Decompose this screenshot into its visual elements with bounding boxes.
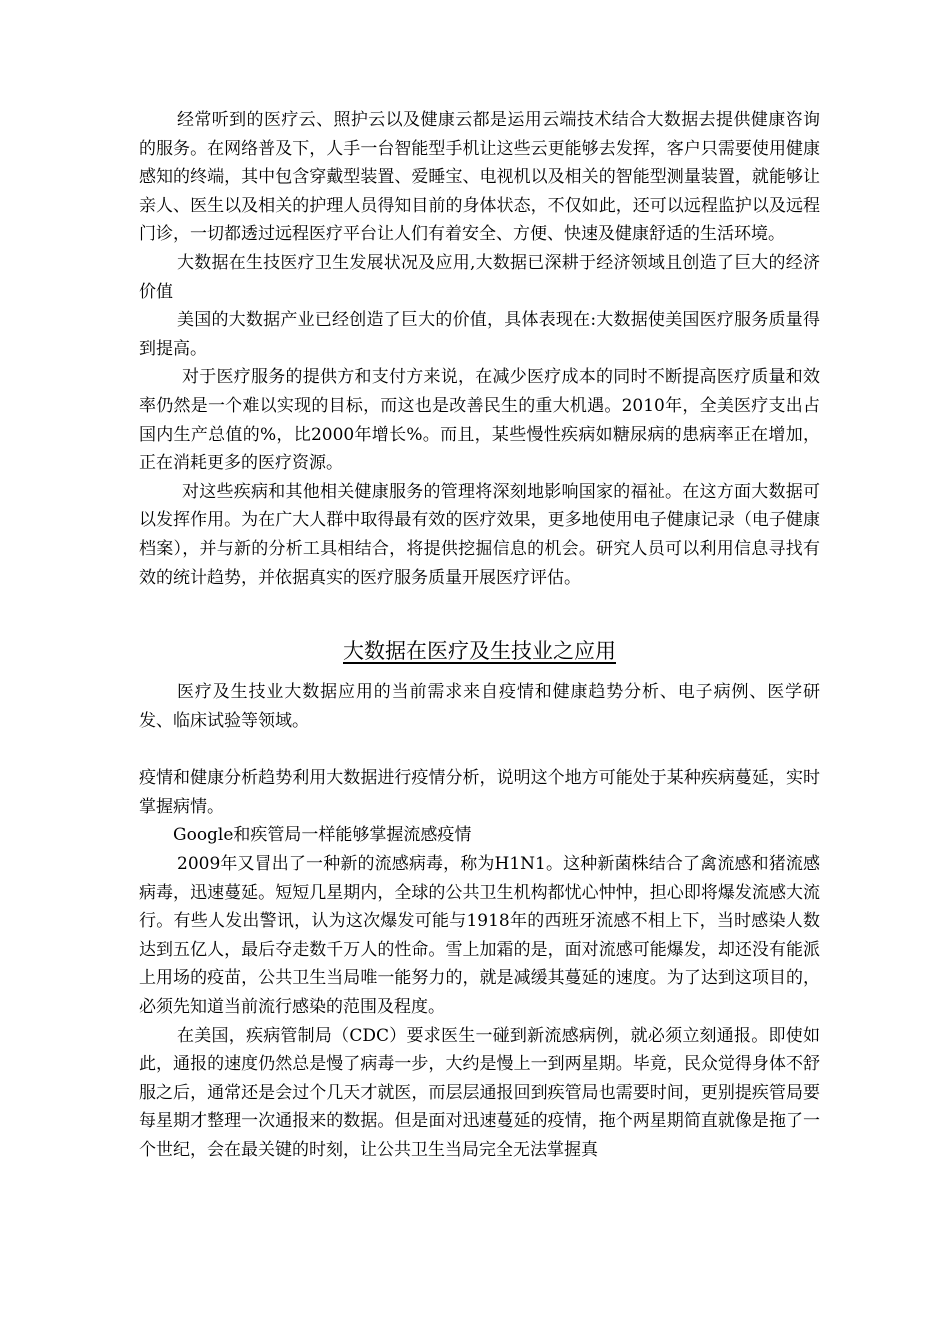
- paragraph-spacer: [139, 735, 820, 764]
- paragraph-us-bigdata-value: 美国的大数据产业已经创造了巨大的价值，具体表现在:大数据使美国医疗服务质量得到提高。: [139, 310, 820, 359]
- paragraph-bigdata-development: 大数据在生技医疗卫生发展状况及应用,大数据已深耕于经济领域且创造了巨大的经济价值: [139, 252, 820, 302]
- paragraph-google-flu: Google和疾管局一样能够掌握流感疫情: [173, 825, 472, 846]
- paragraph-medical-cost: 对于医疗服务的提供方和支付方来说，在减少医疗成本的同时不断提高医疗质量和效率仍然是一个难以实现的目标，而这也是改善民生的重大机遇。2010年，全美医疗支出占国内生产总值的%，比2000年增长%。而且，某些慢性疾病如糖尿病的患病率正在增加，正在消耗更多的医疗资源。: [139, 367, 820, 474]
- section-title: 大数据在医疗及生技业之应用: [343, 639, 616, 664]
- paragraph-demand-fields: 医疗及生技业大数据应用的当前需求来自疫情和健康趋势分析、电子病例、医学研发、临床试验等领域。: [139, 682, 820, 731]
- paragraph-cdc-reporting: 在美国，疾病管制局（CDC）要求医生一碰到新流感病例，就必须立刻通报。即使如此，通报的速度仍然总是慢了病毒一步，大约是慢上一到两星期。毕竟，民众觉得身体不舒服之后，通常还是会过个几天才就医，而层层通报回到疾管局也需要时间，更别提疾管局要每星期才整理一次通报来的数据。但是面对迅速蔓延的疫情，拖个两星期简直就像是拖了一个世纪，会在最关键的时刻，让公共卫生当局完全无法掌握真: [139, 1025, 820, 1160]
- paragraph-health-cloud: 经常听到的医疗云、照护云以及健康云都是运用云端技术结合大数据去提供健康咨询的服务。在网络普及下，人手一台智能型手机让这些云更能够去发挥，客户只需要使用健康感知的终端，其中包含穿戴型装置、爱睡宝、电视机以及相关的智能型测量装置，就能够让亲人、医生以及相关的护理人员得知目前的身体状态，不仅如此，还可以远程监护以及远程门诊，一切都透过远程医疗平台让人们有着安全、方便、快速及健康舒适的生活环境。: [139, 110, 820, 245]
- paragraph-disease-management: 对这些疾病和其他相关健康服务的管理将深刻地影响国家的福祉。在这方面大数据可以发挥作用。为在广大人群中取得最有效的医疗效果，更多地使用电子健康记录（电子健康档案），并与新的分析工具相结合，将提供挖掘信息的机会。研究人员可以利用信息寻找有效的统计趋势，并依据真实的医疗服务质量开展医疗评估。: [139, 481, 820, 588]
- paragraph-epidemic-analysis: 疫情和健康分析趋势利用大数据进行疫情分析，说明这个地方可能处于某种疾病蔓延，实时掌握病情。: [139, 768, 820, 817]
- paragraph-h1n1: 2009年又冒出了一种新的流感病毒，称为H1N1。这种新菌株结合了禽流感和猪流感病毒，迅速蔓延。短短几星期内，全球的公共卫生机构都忧心忡忡，担心即将爆发流感大流行。有些人发出警讯，认为这次爆发可能与1918年的西班牙流感不相上下，当时感染人数达到五亿人，最后夺走数千万人的性命。雪上加霜的是，面对流感可能爆发，却还没有能派上用场的疫苗，公共卫生当局唯一能努力的，就是减缓其蔓延的速度。为了达到这项目的，必须先知道当前流行感染的范围及程度。: [139, 854, 820, 1018]
